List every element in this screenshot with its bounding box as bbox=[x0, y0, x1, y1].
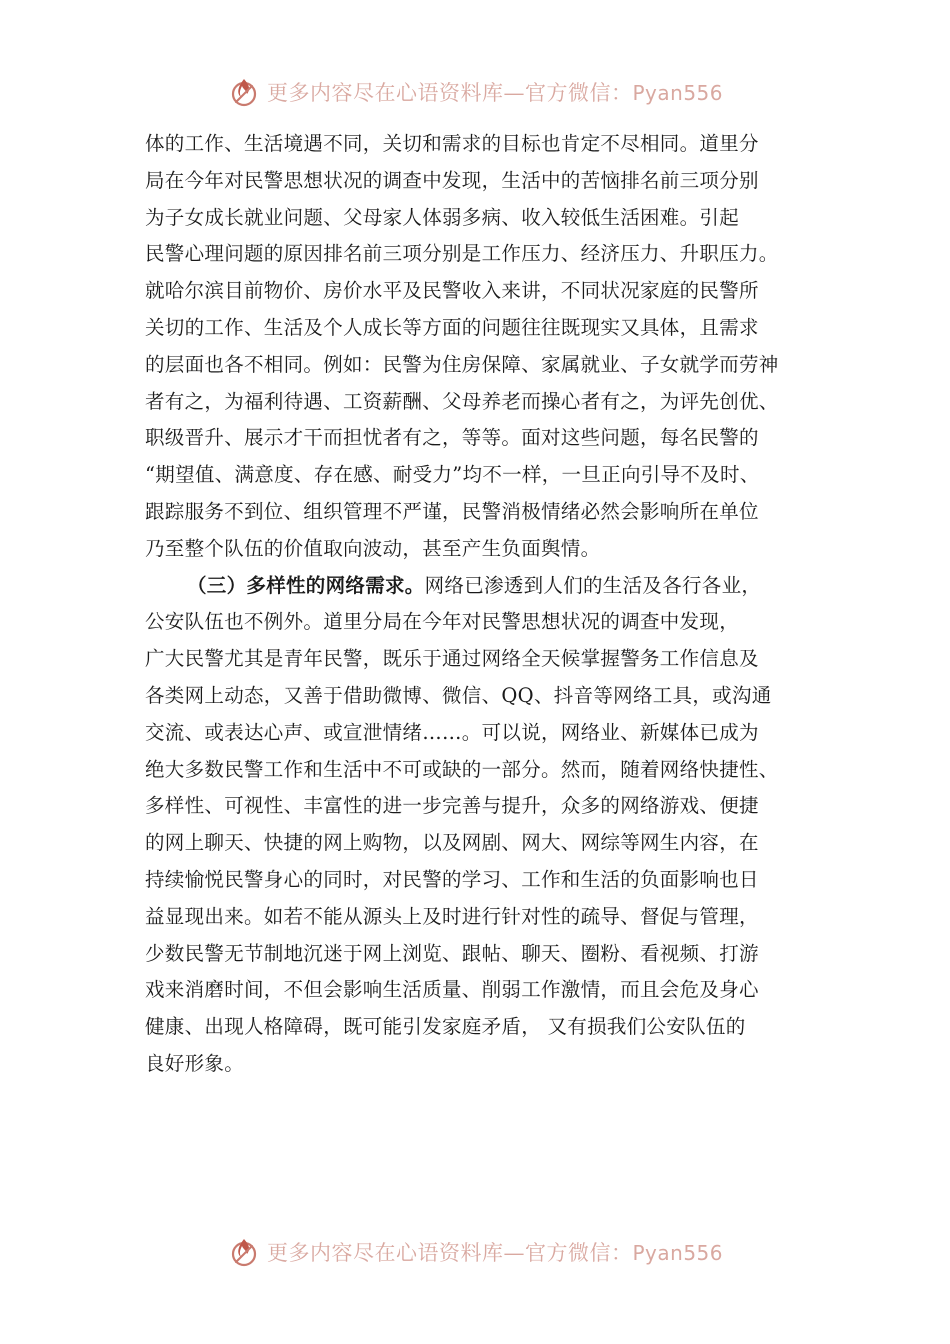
text-line: 各类网上动态，又善于借助微博、微信、QQ、抖音等网络工具，或沟通 bbox=[145, 683, 772, 707]
watermark-footer bbox=[0, 1232, 950, 1272]
text-line: 体的工作、生活境遇不同，关切和需求的目标也肯定不尽相同。道里分 bbox=[145, 132, 759, 155]
text-line: 良好形象。 bbox=[145, 1051, 245, 1075]
text-line: 交流、或表达心声、或宣泄情绪……。可以说，网络业、新媒体已成为 bbox=[145, 720, 759, 744]
document-body bbox=[145, 126, 825, 1083]
flame-logo-icon bbox=[227, 1235, 261, 1269]
text-line: 关切的工作、生活及个人成长等方面的问题往往既现实又具体，且需求 bbox=[145, 315, 759, 339]
text-line-first bbox=[145, 568, 825, 605]
section-heading: （三）多样性的网络需求。 bbox=[187, 573, 425, 597]
text-line: 持续愉悦民警身心的同时，对民警的学习、工作和生活的负面影响也日 bbox=[145, 867, 759, 891]
text-line: 的层面也各不相同。例如：民警为住房保障、家属就业、子女就学而劳神 bbox=[145, 352, 779, 376]
text-line: 广大民警尤其是青年民警，既乐于通过网络全天候掌握警务工作信息及 bbox=[145, 647, 759, 671]
text-line: 就哈尔滨目前物价、房价水平及民警收入来讲，不同状况家庭的民警所 bbox=[145, 279, 759, 303]
text-line: 少数民警无节制地沉迷于网上浏览、跟帖、聊天、圈粉、看视频、打游 bbox=[145, 941, 759, 965]
paragraph-1 bbox=[145, 126, 825, 568]
text-line: 的网上聊天、快捷的网上购物，以及网剧、网大、网综等网生内容，在 bbox=[145, 831, 759, 855]
watermark-header bbox=[0, 72, 950, 112]
text-line: 公安队伍也不例外。道里分局在今年对民警思想状况的调查中发现， bbox=[145, 610, 740, 634]
text-line: 跟踪服务不到位、组织管理不严谨，民警消极情绪必然会影响所在单位 bbox=[145, 499, 759, 523]
text-line: 健康、出现人格障碍，既可能引发家庭矛盾， 又有损我们公安队伍的 bbox=[145, 1015, 746, 1039]
watermark-text: 更多内容尽在心语资料库—官方微信：Pyan556 bbox=[266, 1241, 723, 1265]
text-line: “期望值、满意度、存在感、耐受力”均不一样，一旦正向引导不及时、 bbox=[145, 463, 760, 487]
text-line: 局在今年对民警思想状况的调查中发现，生活中的苦恼排名前三项分别 bbox=[145, 168, 759, 192]
watermark-text: 更多内容尽在心语资料库—官方微信：Pyan556 bbox=[266, 81, 723, 105]
text-line: 者有之，为福利待遇、工资薪酬、父母养老而操心者有之，为评先创优、 bbox=[145, 389, 779, 413]
text-line: 益显现出来。如若不能从源头上及时进行针对性的疏导、督促与管理， bbox=[145, 904, 759, 928]
text-line: 为子女成长就业问题、父母家人体弱多病、收入较低生活困难。引起 bbox=[145, 205, 740, 229]
text-line: 绝大多数民警工作和生活中不可或缺的一部分。然而，随着网络快捷性、 bbox=[145, 757, 779, 781]
text-line: 乃至整个队伍的价值取向波动，甚至产生负面舆情。 bbox=[145, 536, 601, 560]
text-line: 戏来消磨时间，不但会影响生活质量、削弱工作激情，而且会危及身心 bbox=[145, 978, 759, 1002]
text-line: 多样性、可视性、丰富性的进一步完善与提升，众多的网络游戏、便捷 bbox=[145, 794, 759, 818]
text-line: 民警心理问题的原因排名前三项分别是工作压力、经济压力、升职压力。 bbox=[145, 242, 779, 266]
paragraph-2 bbox=[145, 568, 825, 1083]
text-span: 网络已渗透到人们的生活及各行各业， bbox=[424, 573, 762, 597]
flame-logo-icon bbox=[227, 75, 261, 109]
text-line: 职级晋升、展示才干而担忧者有之，等等。面对这些问题，每名民警的 bbox=[145, 426, 759, 450]
